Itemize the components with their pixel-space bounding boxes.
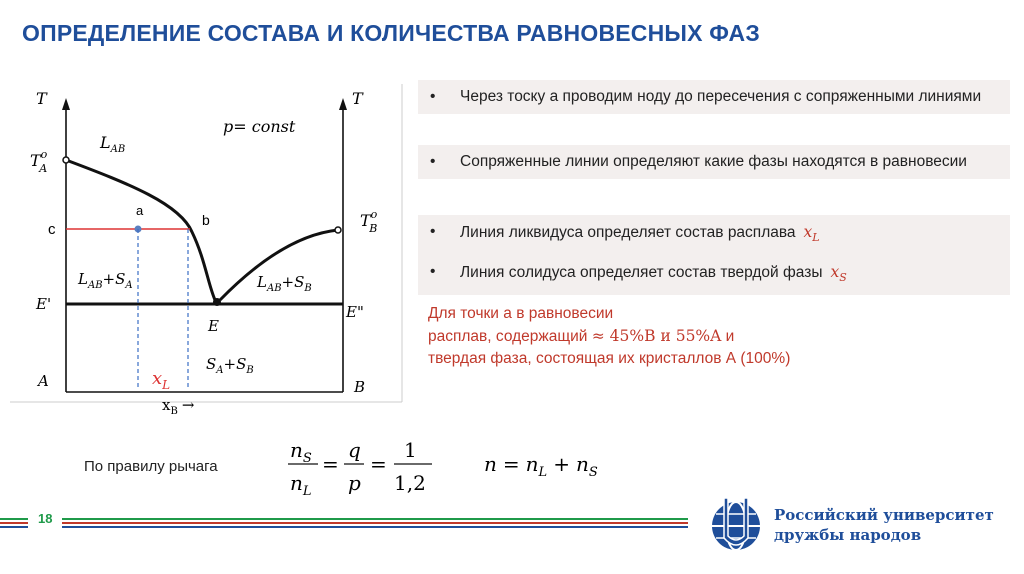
globe-icon [712,498,760,550]
bullet-liquidus [418,215,1010,255]
university-name-line-1: Российский университет [774,506,994,524]
frac3-denominator: 1,2 [394,471,426,495]
bullet-solidus [418,255,1010,295]
page-number: 18 [38,511,53,526]
note-line-2: расплав, содержащий ≈ 45%B и 55%A и [428,327,735,345]
point-c-label: c [48,221,56,238]
equals-2: = [370,452,387,476]
bullet-text: Линия ликвидуса определяет состав расплава [460,224,796,241]
solidus-symbol: $x_S$ [830,263,847,285]
lever-rule-label: По правилу рычага [84,458,218,475]
region-la-sb-label: $L_{AB}+S_B$ [257,273,312,294]
bullet-dot: • [430,223,436,240]
note-line-1: Для точки а в равновесии [428,305,614,322]
bullet-text: Линия солидуса определяет состав твердой фазы [460,264,823,281]
frac1-denominator: $n_L$ [290,471,312,499]
region-la-sa-label: $L_{AB}+S_A$ [78,270,133,291]
corner-b-label: B [354,378,366,396]
tb-label: $T^o$ B [360,208,378,235]
bullet-text: Сопряженные линии определяют какие фазы находятся в равновесии [460,153,967,170]
liquidus-symbol: $x_L$ [803,223,820,245]
right-axis-arrow [339,98,347,110]
bullet-conjugate-lines [418,145,1010,179]
frac3-numerator: 1 [404,438,417,462]
left-axis-arrow [62,98,70,110]
bullet-dot: • [430,263,436,280]
note-line-3: твердая фаза, состоящая их кристаллов А (100%) [428,350,791,367]
e-label: E [208,317,219,335]
sum-formula: $n = n_L + n_S$ [484,452,598,480]
point-b-label: b [202,212,210,228]
tb-point [335,227,341,233]
e-prime-label: E' [36,295,52,313]
frac2-denominator: p [348,471,361,495]
phase-diagram [10,84,405,414]
axis-label-left: T [36,89,47,108]
bullet-tie-line [418,80,1010,114]
equilibrium-note [428,303,988,370]
frac2-numerator: q [348,438,361,462]
pressure-condition: p= const [223,117,296,136]
equals-1: = [322,452,339,476]
axis-label-right: T [352,89,363,108]
point-a-label: a [136,203,144,218]
e-double-prime-label: E" [346,303,364,321]
university-name-line-2: дружбы народов [774,526,922,544]
bullet-dot: • [430,88,436,105]
lever-rule-formula [282,430,642,510]
footer-stripes [0,518,690,532]
ta-point [63,157,69,163]
bullet-dot: • [430,153,436,170]
region-liquid-label: $L_{AB}$ [100,133,126,155]
ta-label: $T^o$ A [30,148,48,175]
xb-label: $x_B$ → [162,396,195,414]
page-title: ОПРЕДЕЛЕНИЕ СОСТАВА И КОЛИЧЕСТВА РАВНОВЕСНЫХ ФАЗ [22,20,760,46]
corner-a-label: A [38,372,49,390]
xl-label: $x_L$ [152,368,171,392]
region-sa-sb-label: $S_A+S_B$ [206,355,254,376]
university-logo [706,492,1006,556]
frac1-numerator: $n_S$ [290,438,312,466]
bullet-text: Через тоску a проводим ноду до пересечения с сопряженными линиями [460,88,982,105]
